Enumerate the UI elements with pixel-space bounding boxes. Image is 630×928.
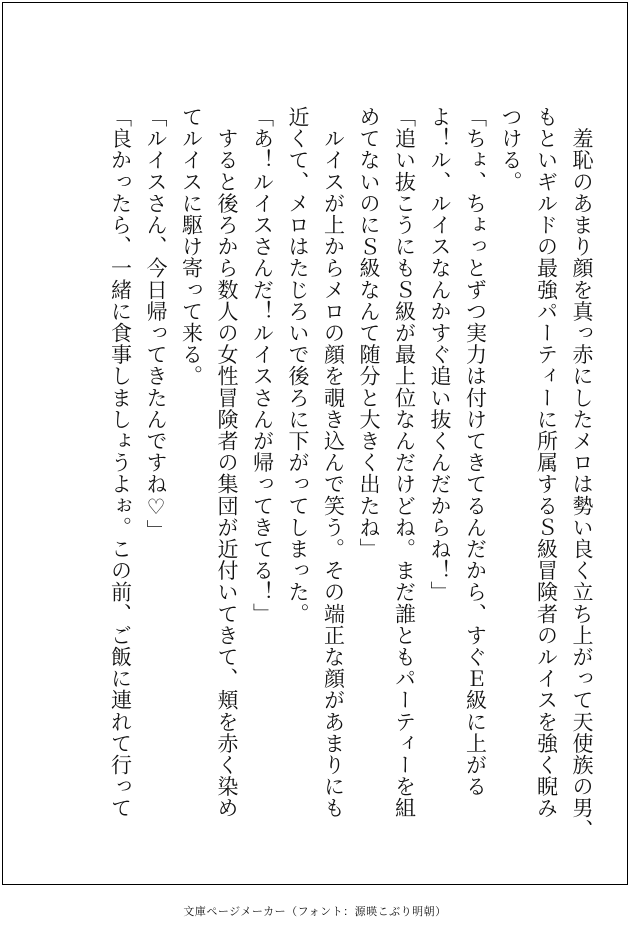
text-column: 羞恥のあまり顔を真っ赤にしたメロは勢い良く立ち上がって天使族の男、	[570, 106, 594, 841]
text-column: めてないのにＳ級なんて随分と大きく出たね」	[357, 106, 381, 560]
text-column: 「ルイスさん、今日帰ってきたんですね♡」	[144, 106, 168, 541]
text-column: 「ちょ、ちょっとずつ実力は付けてきてるんだから、すぐＥ級に上がる	[463, 106, 488, 798]
text-column: よ！ル、ルイスなんかすぐ追い抜くんだからね！」	[428, 106, 452, 603]
text-column: 「あ！ルイスさんだ！ルイスさんが帰ってきてる！」	[250, 106, 275, 625]
text-column: てルイスに駆け寄って来る。	[179, 106, 204, 387]
text-column: 「良かったら、一緒に食事しましょうよぉ。この前、ご飯に連れて行って	[108, 106, 133, 819]
footer-caption: 文庫ページメーカー（フォント：源暎こぶり明朝）	[183, 905, 447, 918]
text-column: もといギルドの最強パーティーに所属するＳ級冒険者のルイスを強く睨み	[534, 106, 559, 819]
text-column: 「追い抜こうにもＳ級が最上位なんだけどね。まだ誰ともパーティーを組	[392, 106, 417, 819]
text-column: ルイスが上からメロの顔を覗き込んで笑う。その端正な顔があまりにも	[321, 106, 346, 819]
page-frame	[2, 2, 628, 885]
novel-text-body	[102, 106, 599, 841]
text-column: すると後ろから数人の女性冒険者の集団が近付いてきて、頬を赤く染め	[215, 106, 239, 819]
text-column: つける。	[499, 106, 523, 193]
text-column: 近くて、メロはたじろいで後ろに下がってしまった。	[286, 106, 310, 625]
